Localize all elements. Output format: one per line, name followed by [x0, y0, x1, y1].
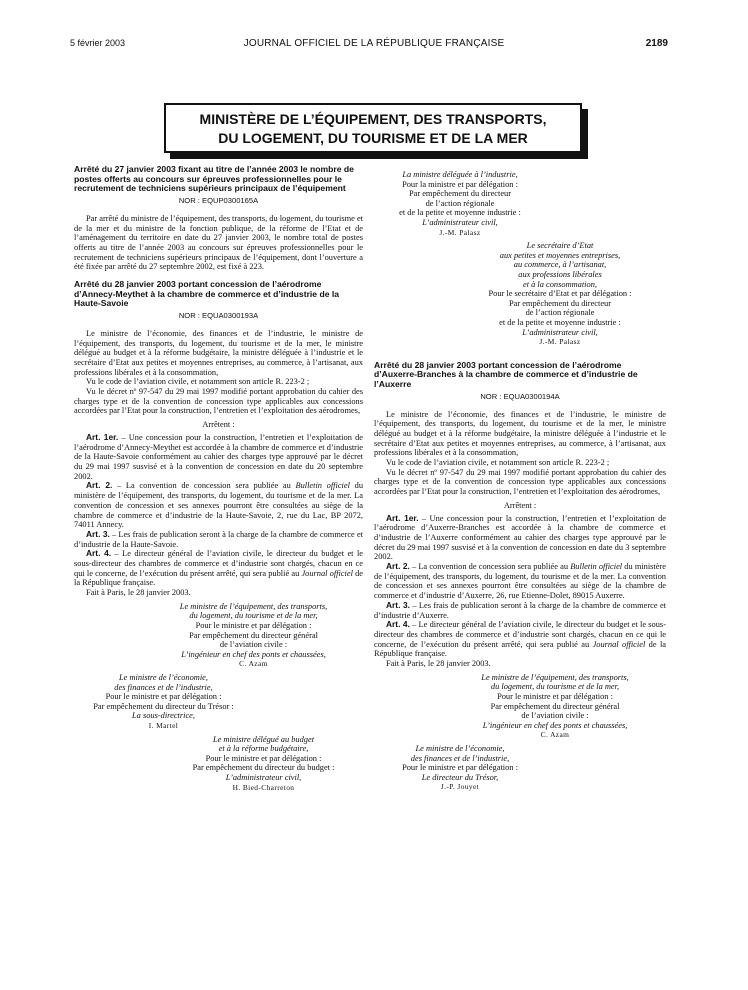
art2-text-c: du ministère de l’équipement, des transports, du logement, du tourisme et de la mer. La convention de concession et ses annexes pourront être consultées au siège de la chambre de commerce et d’industrie d’Auxerre, 26, rue Etienne-Dolet, 89015 Auxerre.: [374, 562, 666, 601]
signatory-name: C. Azam: [239, 659, 268, 669]
art4-label: Art. 4.: [86, 548, 112, 559]
sig-line: L’administrateur civil,: [422, 217, 498, 227]
arrete3-title: Arrêté du 28 janvier 2003 portant concession de l’aérodrome d’Auxerre-Branches à la chambre de commerce et d’industrie de l’Auxerre: [374, 359, 638, 390]
signatory-name: H. Bied-Charreton: [232, 782, 295, 792]
art4-text-c: de la République française.: [374, 639, 667, 659]
sig-line: et à la réforme budgétaire,: [218, 744, 309, 754]
signature-economie: [74, 673, 253, 731]
sig-line: La sous-directrice,: [132, 711, 195, 721]
art4-text-c: de la République française.: [74, 568, 363, 588]
art1-text: – Une concession pour la construction, l’entretien et l’exploitation de l’aérodrome d’Annecy-Meythet est accordée à la chambre de commerce et d’industrie de la Haute-Savoie conformément au cahier des charges type approuvé par le décret du 29 mai 1997 susvisé et à la convention de concession en date du 20 septembre 2002.: [74, 432, 363, 481]
arrete3-art4: [374, 620, 666, 659]
art2-bulletin: Bulletin officiel: [570, 562, 623, 572]
arrete2-art3: [74, 530, 363, 549]
art3-text: – Les frais de publication seront à la charge de la chambre de commerce et d’industrie de la Haute-Savoie.: [74, 529, 363, 549]
sig-line: L’ingénieur en chef des ponts et chaussées,: [482, 720, 628, 730]
sig-line: du logement, du tourisme et de la mer,: [490, 682, 620, 692]
sig-line: aux petites et moyennes entreprises,: [499, 250, 621, 260]
arrete2-art2: [74, 481, 363, 530]
art3-label: Art. 3.: [86, 528, 110, 539]
sig-line: de l’action régionale: [425, 198, 495, 208]
arrete2-art4: [74, 549, 363, 588]
sig-line: Le ministre délégué au budget: [212, 734, 315, 744]
art2-text-c: du ministère de l’équipement, des transports, du logement, du tourisme et de la mer. La convention de concession et ses annexes pourront être consultées au siège de la chambre de commerce et d’industrie de la Haute-Savoie, 2, rue du Lac, BP 2072, 74011 Annecy.: [74, 481, 363, 530]
sig-line: et à la consommation,: [523, 279, 597, 289]
sig-line: Pour le ministre et par délégation :: [105, 692, 222, 702]
signature-industrie: [374, 170, 546, 237]
sig-line: Le ministre de l’économie,: [118, 672, 208, 682]
art1-text: – Une concession pour la construction, l’entretien et l’exploitation de l’aérodrome d’Auxerre-Branches est accordée à la chambre de commerce et d’industrie de l’Auxerre conformément au cahier des charges type approuvé par le décret du 29 mai 1997 susvisé et à la convention de concession en date du 3 septembre 2002.: [374, 513, 666, 562]
art4-journal: Journal officiel: [301, 568, 353, 578]
arrete1-title: Arrêté du 27 janvier 2003 fixant au titre de l’année 2003 le nombre de postes offerts au concours sur épreuves professionnelles pour le recrutement de techniciens supérieurs principaux de l’équipement: [74, 164, 354, 194]
sig-line: Par empêchement du directeur général: [490, 701, 620, 711]
ministry-banner: [164, 103, 582, 153]
sig-line: Le ministre de l’économie,: [415, 743, 505, 753]
signatory-name: C. Azam: [540, 730, 570, 740]
sig-line: Pour le ministre et par délégation :: [205, 753, 322, 763]
arrete3-art3: [374, 601, 666, 620]
arrete3-vu-decret: Vu le décret nº 97-547 du 29 mai 1997 modifié portant approbation du cahier des charges type et de la convention de concession type applicables aux concessions accordées par l’Etat pour la construction, l’entretien et l’exploitation des aérodromes,: [374, 467, 666, 497]
arrete2-art1: [74, 433, 363, 482]
sig-line: de l’aviation civile :: [521, 711, 589, 721]
sig-line: L’ingénieur en chef des ponts et chaussées,: [181, 649, 326, 659]
arrete1-nor: NOR : EQUP0300165A: [178, 196, 259, 206]
sig-line: Pour le ministre et par délégation :: [402, 763, 518, 773]
page-number: 2189: [645, 38, 668, 49]
right-column: [374, 170, 666, 792]
art3-text: – Les frais de publication seront à la charge de la chambre de commerce et d’industrie d’Auxerre.: [374, 600, 666, 620]
arrete3-nor: NOR : EQUA0300194A: [480, 391, 560, 401]
journal-title: JOURNAL OFFICIEL DE LA RÉPUBLIQUE FRANÇAISE: [243, 38, 505, 49]
arrete2-vu-decret: Vu le décret nº 97-547 du 29 mai 1997 modifié portant approbation du cahier des charges type et de la convention de concession type applicables aux concessions accordées par l’Etat pour la construction, l’entretien et l’exploitation des aérodromes,: [74, 387, 363, 416]
art2-label: Art. 2.: [386, 561, 410, 572]
sig-line: Par empêchement du directeur: [408, 189, 512, 199]
sig-line: Par empêchement du directeur du budget :: [192, 763, 335, 773]
arrete2-vu-code: Vu le code de l’aviation civile, et notamment son article R. 223-2 ;: [86, 377, 310, 387]
sig-line: et de la petite et moyenne industrie :: [499, 317, 621, 327]
art2-label: Art. 2.: [86, 480, 113, 491]
sig-line: de l’action régionale: [525, 308, 595, 318]
arrete3-art1: [374, 514, 666, 563]
art4-label: Art. 4.: [386, 619, 410, 630]
left-column: [74, 165, 363, 792]
sig-line: aux professions libérales: [518, 269, 602, 279]
signature-economie-right: [374, 744, 546, 792]
sig-line: Pour le ministre et par délégation :: [195, 621, 312, 631]
sig-line: Le ministre de l’équipement, des transports,: [481, 672, 629, 682]
sig-line: de l’aviation civile :: [219, 640, 288, 650]
sig-line: et de la petite et moyenne industrie :: [399, 208, 521, 218]
sig-line: La ministre déléguée à l’industrie,: [402, 170, 518, 179]
arrete2-fait: Fait à Paris, le 28 janvier 2003.: [86, 588, 191, 598]
signature-equipement-left: [144, 602, 363, 669]
signature-budget: [164, 735, 363, 793]
sig-line: Par empêchement du directeur général: [189, 630, 318, 640]
arrete1-body: Par arrêté du ministre de l’équipement, des transports, du logement, du tourisme et de la mer et du ministre de la fonction publique, de la réforme de l’Etat et de l’aménagement du territoire en date du 27 janvier 2003, le nombre total de postes offerts au titre de l’année 2003 au concours sur épreuves professionnelles pour le recrutement de techniciens supérieurs principaux de l’équipement, dont l’ouverture a été fixée par arrêté du 27 septembre 2002, est fixé à 223.: [74, 213, 364, 272]
art1-label: Art. 1er.: [386, 512, 419, 523]
ministry-line-1: MINISTÈRE DE L’ÉQUIPEMENT, DES TRANSPORTS,: [199, 111, 547, 127]
art4-text-a: – Le directeur général de l’aviation civile, le directeur du budget et le sous-directeur des chambres de commerce et d’industrie sont chargés, chacun en ce qui le concerne, de l’exécution du présent arrêté, qui sera publié au: [74, 549, 363, 578]
sig-line: L’administrateur civil,: [225, 772, 302, 782]
arrete2-nor: NOR : EQUA0300193A: [178, 311, 259, 321]
art4-journal: Journal officiel: [592, 639, 646, 649]
arrete3-art2: [374, 562, 666, 601]
art4-text-a: – Le directeur général de l’aviation civile, le directeur du budget et le sous-directeur des chambres de commerce et d’industrie sont chargés, chacun en ce qui le concerne, de l’exécution du présent arrêté, qui sera publié au: [374, 620, 666, 649]
sig-line: Pour la ministre et par délégation :: [402, 179, 518, 189]
arrete3-preamble: Le ministre de l’économie, des finances et de l’industrie, le ministre de l’équipement, des transports, du logement, du tourisme et de la mer, le ministre délégué au budget et à la réforme budgétaire, la ministre déléguée à l’industrie et le secrétaire d’Etat aux petites et moyennes entreprises, au commerce, à l’artisanat, aux professions libérales et à la consommation,: [374, 409, 666, 458]
arrete3-fait: Fait à Paris, le 28 janvier 2003.: [386, 659, 491, 669]
arrete2-title: Arrêté du 28 janvier 2003 portant concession de l’aérodrome d’Annecy-Meythet à la chambre de commerce et d’industrie de la Haute-Savoie: [74, 279, 340, 309]
art2-bulletin: Bulletin officiel: [295, 481, 350, 491]
ministry-line-2: DU LOGEMENT, DU TOURISME ET DE LA MER: [218, 130, 528, 146]
signatory-name: I. Martel: [148, 720, 179, 730]
sig-line: Le ministre de l’équipement, des transports,: [179, 601, 328, 611]
sig-line: Pour le ministre et par délégation :: [497, 691, 613, 701]
arrete2-arretent: Arrêtent :: [202, 420, 235, 430]
art2-text-a: – La convention de concession sera publiée au: [112, 481, 296, 491]
signature-secretaire-etat: [454, 241, 666, 347]
signature-equipement-right: [444, 673, 666, 740]
art2-text-a: – La convention de concession sera publiée au: [409, 562, 571, 572]
sig-line: au commerce, à l’artisanat,: [513, 260, 607, 270]
sig-line: L’administrateur civil,: [522, 327, 598, 337]
arrete3-vu-code: Vu le code de l’aviation civile, et notamment son article R. 223-2 ;: [386, 458, 610, 468]
signatory-name: J.-P. Jouyet: [440, 782, 480, 792]
arrete3-arretent: Arrêtent :: [503, 500, 537, 510]
sig-line: Par empêchement du directeur: [508, 298, 612, 308]
signatory-name: J.-M. Palasz: [539, 337, 581, 347]
page-header: [0, 38, 748, 52]
sig-line: Le secrétaire d’Etat: [526, 241, 594, 251]
sig-line: des finances et de l’industrie,: [114, 682, 213, 692]
arrete2-preamble: Le ministre de l’économie, des finances et de l’industrie, le ministre de l’équipement, des transports, du logement, du tourisme et de la mer, le ministre délégué au budget et à la réforme budgétaire, la ministre déléguée à l’industrie et le secrétaire d’Etat aux petites et moyennes entreprises, au commerce, à l’artisanat, aux professions libérales et à la consommation,: [74, 328, 363, 377]
art3-label: Art. 3.: [386, 599, 410, 610]
sig-line: des finances et de l’industrie,: [410, 753, 510, 763]
art1-label: Art. 1er.: [86, 431, 119, 442]
sig-line: Pour le secrétaire d’Etat et par délégation :: [488, 289, 632, 299]
sig-line: Le directeur du Trésor,: [421, 772, 499, 782]
issue-date: 5 février 2003: [70, 38, 126, 48]
signatory-name: J.-M. Palasz: [439, 227, 481, 237]
sig-line: Par empêchement du directeur du Trésor :: [93, 701, 234, 711]
sig-line: du logement, du tourisme et de la mer,: [189, 611, 318, 621]
